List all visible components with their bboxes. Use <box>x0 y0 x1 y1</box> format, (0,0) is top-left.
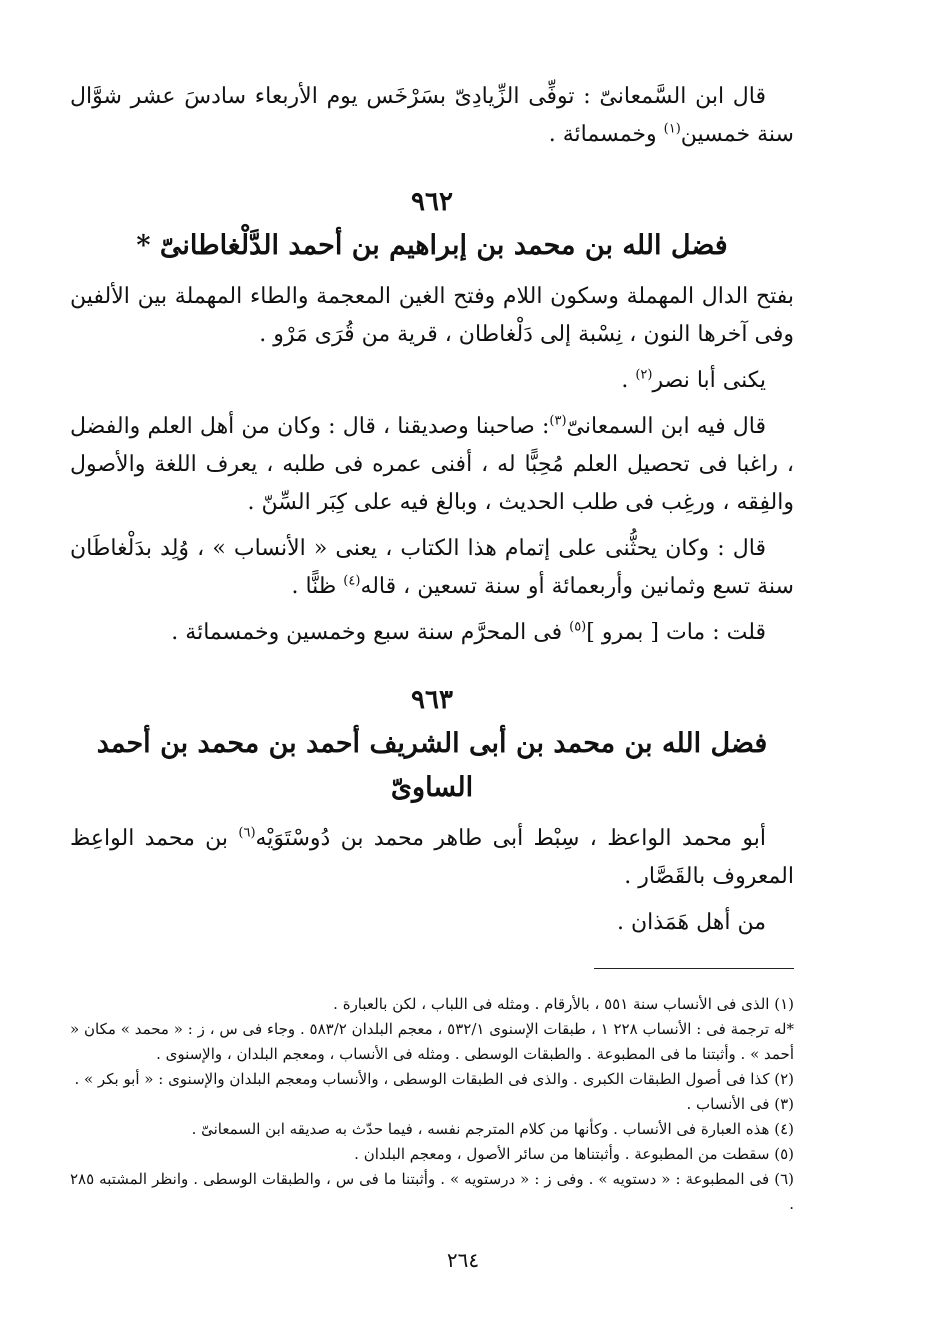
p3-text-end: : صاحبنا وصديقنا ، قال : وكان من أهل العلم والفضل ، راغبا فى تحصيل العلم مُحِبًّا له ، أفنى عمره فى طلبه ، يعرف اللغة والأصول والفِقه ، ورغِب فى طلب الحديث ، وبالغ فيه على كِبَر السِّنّ . <box>70 414 794 515</box>
footnote-3: (٣) فى الأنساب . <box>686 1095 794 1113</box>
main-text <box>70 78 794 950</box>
footnote-ref-4[interactable]: (٤) <box>343 573 361 589</box>
entry-963-paragraph-1 <box>70 820 794 896</box>
footnote-2: (٢) كذا فى أصول الطبقات الكبرى . والذى فى الطبقات الوسطى ، والأنساب ومعجم البلدان والإسنوى : « أبو بكر » . <box>74 1070 794 1088</box>
p3-text: قال فيه ابن السمعانىّ <box>566 414 766 439</box>
footnote-5: (٥) سقطت من المطبوعة . وأثبتناها من سائر الأصول ، ومعجم البلدان . <box>354 1145 794 1163</box>
footnote-6: (٦) فى المطبوعة : « دستويه » . وفى ز : « درستويه » . وأثبتنا ما فى س ، والطبقات الوسطى . وانظر المشتبه ٢٨٥ . <box>70 1170 794 1213</box>
intro-text: قال ابن السَّمعانىّ : توفِّى الزِّيادِىّ بسَرْخَس يوم الأربعاء سادسَ عشر شوَّال سنة خمسين <box>70 84 794 147</box>
entry-number-963: ٩٦٣ <box>411 685 453 715</box>
entry-962-paragraph-2 <box>70 362 794 400</box>
entry-963-paragraph-2: من أهل هَمَذان . <box>616 910 766 935</box>
entry-title-962: فضل الله بن محمد بن إبراهيم بن أحمد الدَّلْغاطانىّ * <box>136 230 728 261</box>
kunya-text: يكنى أبا نصر <box>652 368 766 393</box>
footnote-star: *له ترجمة فى : الأنساب ٢٢٨ ١ ، طبقات الإسنوى ٥٣٢/١ ، معجم البلدان ٥٨٣/٢ . وجاء فى س ، ز : « محمد » مكان « أحمد » . وأثبتنا ما فى المطبوعة . والطبقات الوسطى . ومثله فى الأنساب ، ومعجم البلدان ، والإسنوى . <box>70 1020 795 1063</box>
footnote-ref-1[interactable]: (١) <box>663 121 681 137</box>
footnote-1: (١) الذى فى الأنساب سنة ٥٥١ ، بالأرقام . ومثله فى اللباب ، لكن بالعبارة . <box>333 995 794 1013</box>
kunya-end: . <box>621 368 636 393</box>
p5-text-end: فى المحرَّم سنة سبع وخمسين وخمسمائة . <box>171 620 570 645</box>
p963-text: أبو محمد الواعظ ، سِبْط أبى طاهر محمد بن دُوسْتَوَيْه <box>255 826 766 851</box>
p5-text: قلت : مات [ بمرو ] <box>586 620 766 645</box>
entry-962-paragraph-1: بفتح الدال المهملة وسكون اللام وفتح الغين المعجمة والطاء المهملة بين الألفين وفى آخرها النون ، نِسْبة إلى دَلْغاطان ، قرية من قُرَى مَرْو . <box>70 284 794 347</box>
p963-text-end: بن محمد الواعِظ المعروف بالقَصَّار . <box>70 826 794 889</box>
footnote-4: (٤) هذه العبارة فى الأنساب . وكأنها من كلام المترجم نفسه ، فيما حدّث به صديقه ابن السمعانىّ . <box>191 1120 794 1138</box>
entry-962-paragraph-5 <box>70 614 794 652</box>
footnote-ref-5[interactable]: (٥) <box>569 619 587 635</box>
footnote-ref-3[interactable]: (٣) <box>549 413 567 429</box>
entry-number-962: ٩٦٢ <box>411 187 453 217</box>
entry-title-963: فضل الله بن محمد بن أبى الشريف أحمد بن محمد بن أحمد الساوىّ <box>96 728 768 803</box>
footnote-ref-2[interactable]: (٢) <box>635 367 653 383</box>
page-number: ٢٦٤ <box>446 1248 480 1272</box>
entry-962-paragraph-3 <box>70 408 794 522</box>
p4-text-end: ظنًّا . <box>291 574 344 599</box>
entry-962-paragraph-4 <box>70 530 794 606</box>
footnote-ref-6[interactable]: (٦) <box>238 825 256 841</box>
p4-text: قال : وكان يحثُّنى على إتمام هذا الكتاب ، يعنى « الأنساب » ، وُلِد بدَلْغاطَان سنة تسع وثمانين وأربعمائة أو سنة تسعين ، قاله <box>70 536 794 599</box>
intro-text-end: وخمسمائة . <box>548 122 664 147</box>
intro-paragraph <box>70 78 794 154</box>
footnotes <box>70 992 794 1217</box>
footnote-divider <box>594 968 794 969</box>
